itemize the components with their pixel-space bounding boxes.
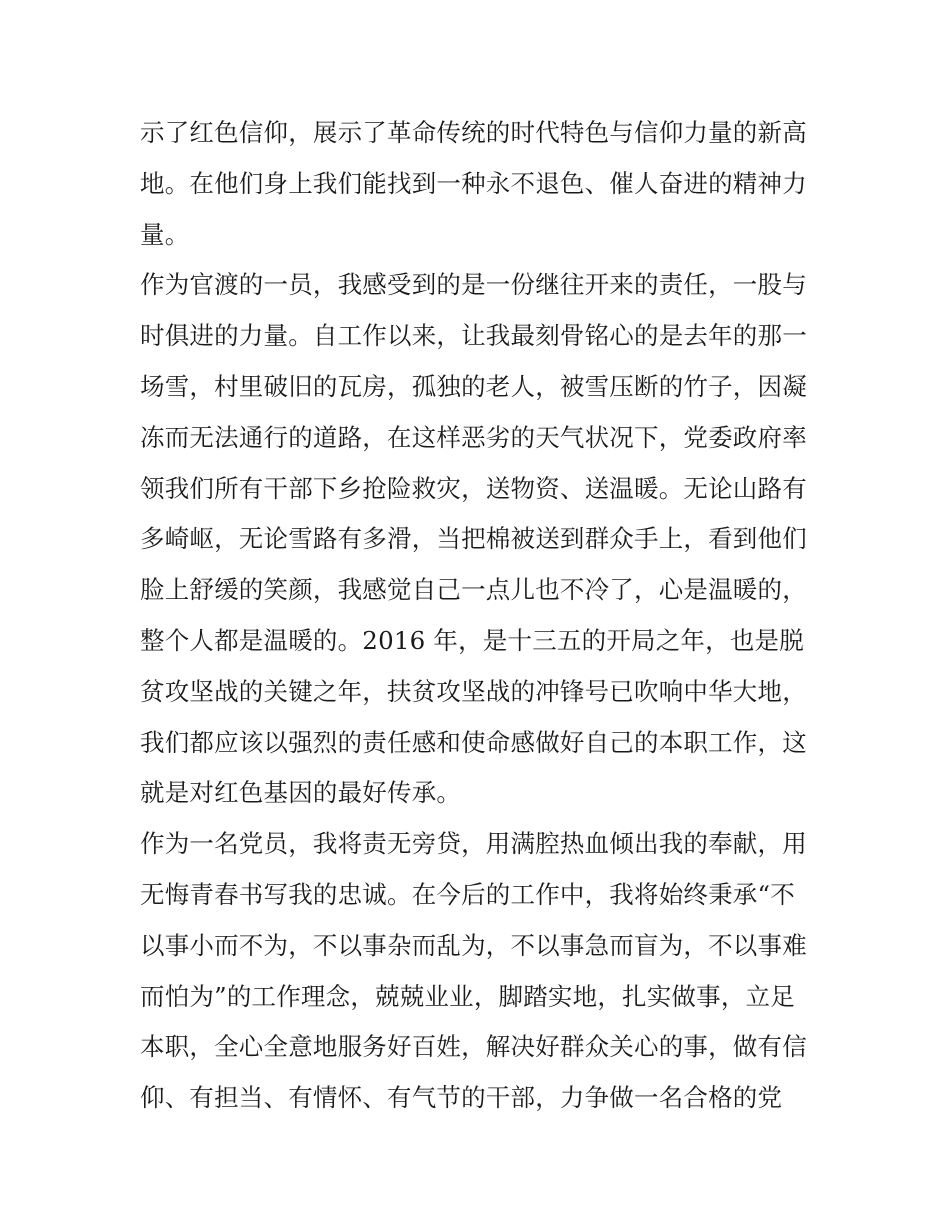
text-line: 多崎岖，无论雪路有多滑，当把棉被送到群众手上，看到他们 (140, 524, 807, 554)
text-line: 我们都应该以强烈的责任感和使命感做好自己的本职工作，这 (140, 727, 807, 757)
text-line: 本职，全心全意地服务好百姓，解决好群众关心的事，做有信 (140, 1032, 807, 1062)
body-text (140, 108, 820, 1124)
text-line: 示了红色信仰，展示了革命传统的时代特色与信仰力量的新高 (140, 118, 807, 147)
text-line: 就是对红色基因的最好传承。 (140, 778, 462, 808)
text-line: 地。在他们身上我们能找到一种永不退色、催人奋进的精神力 (140, 168, 807, 198)
text-line: 贫攻坚战的关键之年，扶贫攻坚战的冲锋号已吹响中华大地， (140, 676, 807, 706)
text-line: 而怕为”的工作理念，兢兢业业，脚踏实地，扎实做事，立足 (140, 981, 795, 1011)
text-line: 以事小而不为，不以事杂而乱为，不以事急而盲为，不以事难 (140, 930, 807, 960)
text-line: 作为一名党员，我将责无旁贷，用满腔热血倾出我的奉献，用 (140, 829, 807, 859)
text-line: 冻而无法通行的道路，在这样恶劣的天气状况下，党委政府率 (140, 422, 807, 452)
text-line: 无悔青春书写我的忠诚。在今后的工作中，我将始终秉承“不 (140, 879, 795, 909)
text-line: 脸上舒缓的笑颜，我感觉自己一点儿也不冷了，心是温暖的， (140, 575, 807, 605)
text-line: 整个人都是温暖的。2016 年，是十三五的开局之年，也是脱 (140, 625, 804, 655)
text-line: 作为官渡的一员，我感受到的是一份继往开来的责任，一股与 (140, 270, 807, 300)
text-line: 时俱进的力量。自工作以来，让我最刻骨铭心的是去年的那一 (140, 321, 807, 351)
text-line: 场雪，村里破旧的瓦房，孤独的老人，被雪压断的竹子，因凝 (140, 371, 807, 401)
text-line: 领我们所有干部下乡抢险救灾，送物资、送温暖。无论山路有 (140, 473, 807, 503)
text-line: 量。 (140, 219, 190, 249)
text-line: 仰、有担当、有情怀、有气节的干部，力争做一名合格的党 (140, 1083, 783, 1113)
